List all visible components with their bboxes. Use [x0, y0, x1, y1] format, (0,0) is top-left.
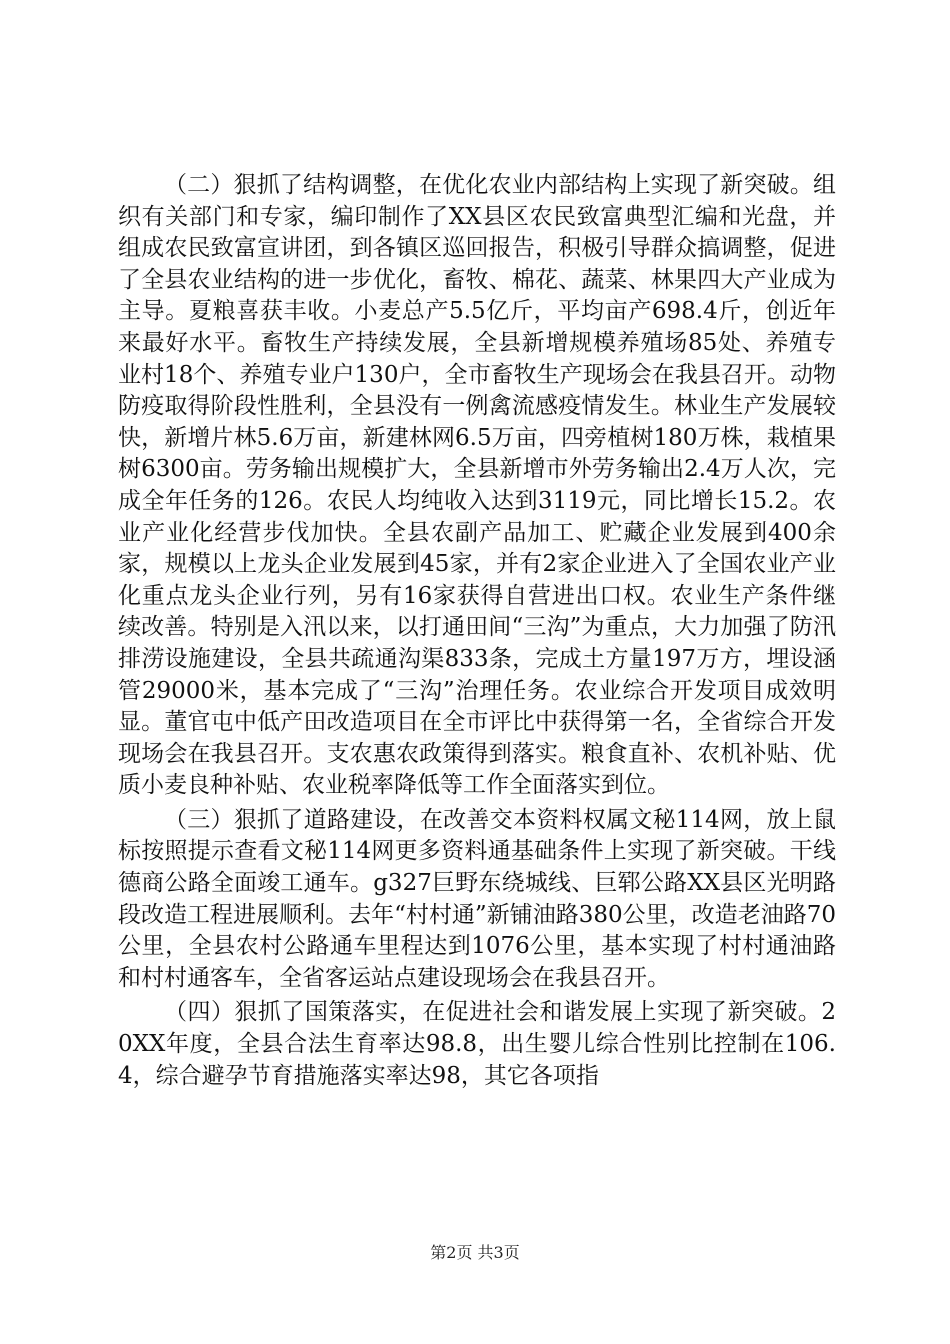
paragraph-national-policy: （四）狠抓了国策落实，在促进社会和谐发展上实现了新突破。20XX年度，全县合法生育率达98.8，出生婴儿综合性别比控制在106.4，综合避孕节育措施落实率达98，其它各项指 [118, 999, 836, 1089]
document-body [118, 170, 836, 1095]
paragraph-structure-adjustment: （二）狠抓了结构调整，在优化农业内部结构上实现了新突破。组织有关部门和专家，编印制作了XX县区农民致富典型汇编和光盘，并组成农民致富宣讲团，到各镇区巡回报告，积极引导群众搞调整，促进了全县农业结构的进一步优化，畜牧、棉花、蔬菜、林果四大产业成为主导。夏粮喜获丰收。小麦总产5.5亿斤，平均亩产698.4斤，创近年来最好水平。畜牧生产持续发展，全县新增规模养殖场85处、养殖专业村18个、养殖专业户130户，全市畜牧生产现场会在我县召开。动物防疫取得阶段性胜利，全县没有一例禽流感疫情发生。林业生产发展较快，新增片林5.6万亩，新建林网6.5万亩，四旁植树180万株，栽植果树6300亩。劳务输出规模扩大，全县新增市外劳务输出2.4万人次，完成全年任务的126。农民人均纯收入达到3119元，同比增长15.2。农业产业化经营步伐加快。全县农副产品加工、贮藏企业发展到400余家，规模以上龙头企业发展到45家，并有2家企业进入了全国农业产业化重点龙头企业行列，另有16家获得自营进出口权。农业生产条件继续改善。特别是入汛以来，以打通田间“三沟”为重点，大力加强了防汛排涝设施建设，全县共疏通沟渠833条，完成土方量197万方，埋设涵管29000米，基本完成了“三沟”治理任务。农业综合开发项目成效明显。董官屯中低产田改造项目在全市评比中获得第一名，全省综合开发现场会在我县召开。支农惠农政策得到落实。粮食直补、农机补贴、优质小麦良种补贴、农业税率降低等工作全面落实到位。 [118, 172, 836, 799]
page-number-footer: 第2页 共3页 [430, 1243, 520, 1262]
paragraph-road-construction: （三）狠抓了道路建设，在改善交本资料权属文秘114网，放上鼠标按照提示查看文秘114网更多资料通基础条件上实现了新突破。干线德商公路全面竣工通车。g327巨野东绕城线、巨郓公路XX县区光明路段改造工程进展顺利。去年“村村通”新铺油路380公里，改造老油路70公里，全县农村公路通车里程达到1076公里，基本实现了村村通油路和村村通客车，全省客运站点建设现场会在我县召开。 [118, 806, 836, 991]
